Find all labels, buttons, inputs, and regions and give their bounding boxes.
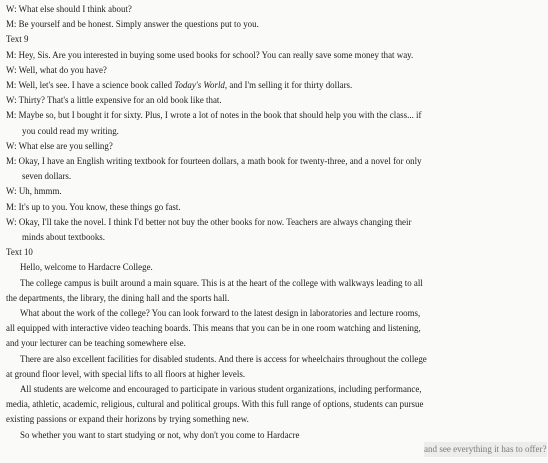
dialogue-line <box>6 17 542 32</box>
paragraph-line: So whether you want to start studying or not, why don't you come to Hardacre <box>20 429 300 440</box>
paragraph-line: at ground floor level, with special lifts to all floors at higher levels. <box>6 368 246 379</box>
line-text: Thirty? That's a little expensive for an old book like that. <box>18 95 222 106</box>
dialogue-line <box>6 93 542 108</box>
speaker-label: M: <box>6 156 17 167</box>
line-text: Be yourself and be honest. Simply answer the questions put to you. <box>18 19 259 30</box>
paragraph-line: Hello, welcome to Hardacre College. <box>20 262 153 273</box>
speaker-label: W: <box>6 4 17 14</box>
section-heading-text10: Text 10 <box>6 247 33 258</box>
dialogue-line <box>6 184 542 199</box>
dialogue-line <box>6 200 542 215</box>
speaker-label: W: <box>6 64 17 75</box>
dialogue-line <box>6 63 542 78</box>
dialogue-line <box>6 48 542 63</box>
speaker-label: M: <box>6 80 17 91</box>
dialogue-line <box>6 108 542 123</box>
dialogue-line <box>6 215 542 230</box>
section-heading-text9: Text 9 <box>6 34 29 45</box>
line-text: Well, what do you have? <box>18 64 107 75</box>
line-text: Hey, Sis. Are you interested in buying some used books for school? You can really save some money that way. <box>18 49 414 60</box>
line-text: Well, let's see. I have a science book called <box>18 80 175 91</box>
speaker-label: M: <box>6 49 17 60</box>
speaker-label: W: <box>6 140 17 151</box>
dialogue-line <box>6 2 542 17</box>
paragraph-line: media, athletic, academic, religious, cultural and political groups. With this full range of options, students can pursue <box>6 399 424 410</box>
speaker-label: M: <box>6 19 17 30</box>
paragraph-line: the departments, the library, the dining hall and the sports hall. <box>6 292 230 303</box>
line-text: Okay, I have an English writing textbook for fourteen dollars, a math book for twenty-three, and a novel for only <box>18 156 422 167</box>
speaker-label: W: <box>6 95 17 106</box>
paragraph-line: all equipped with interactive video teaching boards. This means that you can be in one room watching and listening, <box>6 323 421 334</box>
dialogue-line <box>6 154 542 169</box>
speaker-label: M: <box>6 201 17 212</box>
paragraph-line: and your lecturer can be teaching somewhere else. <box>6 338 186 349</box>
watermark-text: and see everything it has to offer? <box>424 442 547 457</box>
line-text: What else should I think about? <box>18 4 132 14</box>
line-text: Uh, hmmm. <box>18 186 62 197</box>
line-continuation: minds about textbooks. <box>22 232 106 243</box>
line-continuation: you could read my writing. <box>22 125 119 136</box>
line-text: What else are you selling? <box>18 140 113 151</box>
paragraph-line: There are also excellent facilities for disabled students. And there is access for wheelchairs throughout the college <box>20 353 427 364</box>
line-continuation: seven dollars. <box>22 171 72 182</box>
dialogue-line <box>6 78 542 93</box>
dialogue-line <box>6 139 542 154</box>
line-text: Okay, I'll take the novel. I think I'd better not buy the other books for now. Teachers are always changing their <box>18 216 412 227</box>
paragraph-line: existing passions or expand their horizons by trying something new. <box>6 414 249 425</box>
speaker-label: W: <box>6 216 17 227</box>
speaker-label: W: <box>6 186 17 197</box>
line-text: , and I'm selling it for thirty dollars. <box>224 80 353 91</box>
book-title: Today's World <box>174 80 225 91</box>
speaker-label: M: <box>6 110 17 121</box>
paragraph-line: The college campus is built around a main square. This is at the heart of the college with walkways leading to all <box>20 277 423 288</box>
line-text: It's up to you. You know, these things go fast. <box>18 201 181 212</box>
paragraph-line: What about the work of the college? You can look forward to the latest design in laboratories and lecture rooms, <box>20 308 421 319</box>
line-text: Maybe so, but I bought it for sixty. Plus, I wrote a lot of notes in the book that should help you with the class... if <box>18 110 422 121</box>
paragraph-line: All students are welcome and encouraged to participate in various student organizations, including performance, <box>20 384 422 395</box>
